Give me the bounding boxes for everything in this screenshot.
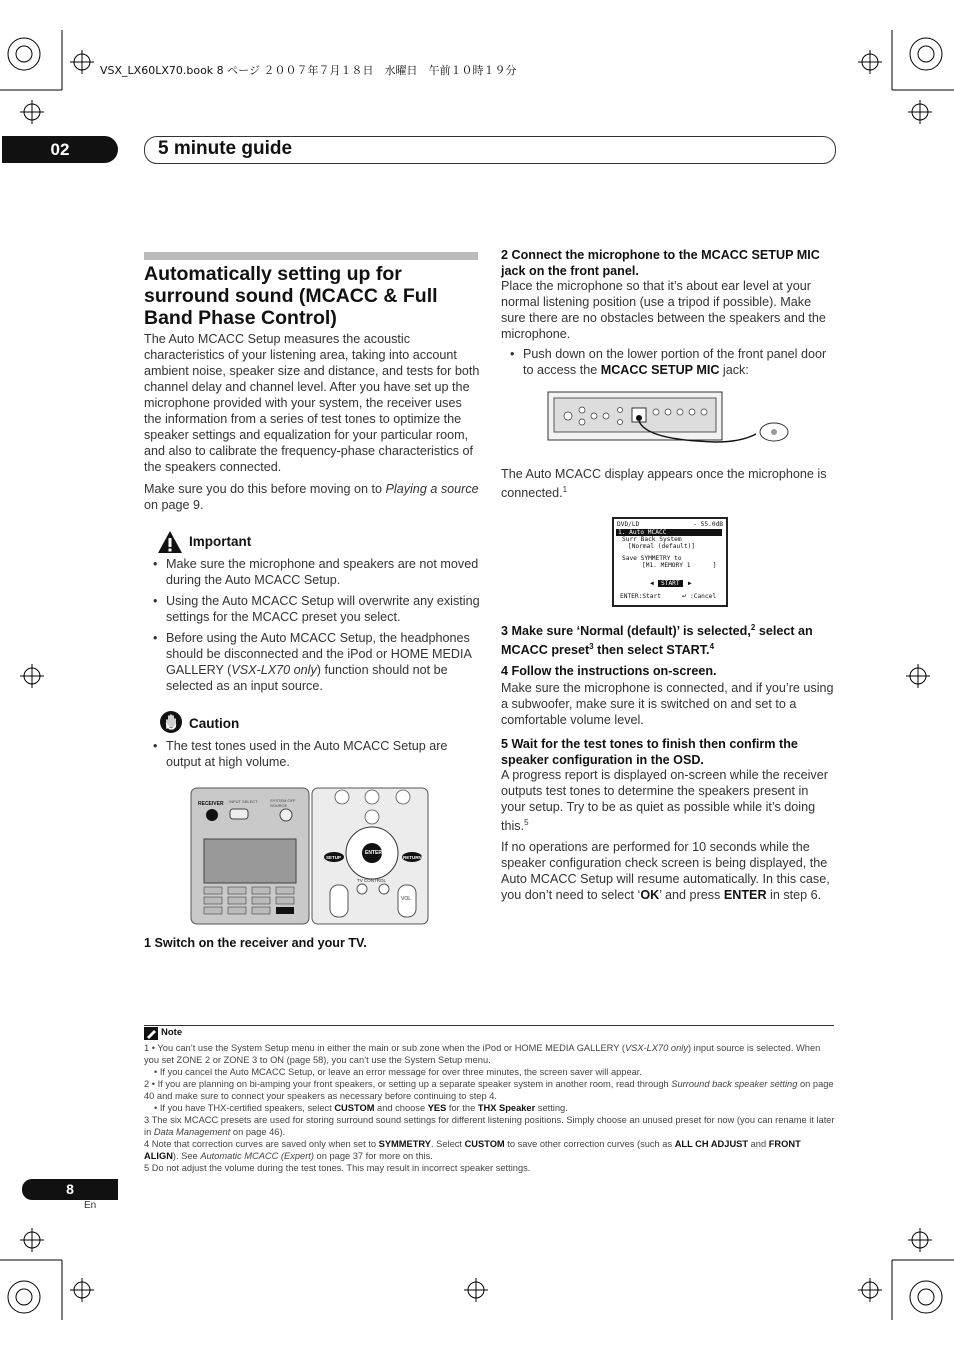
- step-5-body-text: A progress report is displayed on-screen while the receiver outputs test tones to determine the speakers present in your setup. Try to be as quiet as possible while it’s doing this.: [501, 768, 828, 834]
- note-heading: Note: [161, 1027, 183, 1038]
- footnote-4-c: to save other correction curves (such as: [504, 1139, 675, 1149]
- step-5-title: 5 Wait for the test tones to finish then confirm the speaker configuration in the OSD.: [501, 737, 798, 767]
- mcacc-setup-mic-label: MCACC SETUP MIC: [600, 363, 720, 377]
- osd-save-symmetry: Save SYMMETRY to: [622, 555, 682, 562]
- remote-input-select-label: INPUT SELECT: [229, 799, 258, 804]
- step-5-body2-a: If no operations are performed for 10 seconds while the speaker configuration check screen is being displayed, the Auto MCACC Setup will resume automatically. In this case, you don’t need to select ‘: [501, 840, 830, 902]
- footnote-ref-5: 5: [524, 818, 529, 827]
- important-item: • Make sure the microphone and speakers are not moved during the Auto MCACC Setup.: [144, 556, 480, 588]
- osd-start-button[interactable]: START: [658, 580, 683, 587]
- chapter-title: 5 minute guide: [158, 138, 293, 159]
- remote-vol-label: VOL: [401, 896, 412, 902]
- footnote-1: [144, 1042, 836, 1066]
- footnote-4-a: 4 Note that correction curves are saved only when set to: [144, 1139, 379, 1149]
- front-align-label: FRONT ALIGN: [144, 1139, 801, 1161]
- chapter-number: 02: [2, 136, 118, 163]
- caution-hand-icon: [159, 710, 183, 734]
- warning-icon: [157, 530, 183, 554]
- step-5-body-2: [501, 839, 835, 903]
- custom-label-2: CUSTOM: [464, 1139, 505, 1149]
- front-panel-illustration: [546, 390, 790, 446]
- display-note-text: The Auto MCACC display appears once the microphone is connected.: [501, 467, 827, 501]
- footnote-4-b: . Select: [430, 1139, 465, 1149]
- footnote-3-b: on page 46).: [230, 1127, 286, 1137]
- remote-return-label: RETURN: [403, 855, 422, 860]
- step-1: 1 Switch on the receiver and your TV.: [144, 936, 367, 950]
- footnote-2-2c: for the: [446, 1103, 478, 1113]
- yes-label: YES: [427, 1103, 447, 1113]
- osd-cancel: :Cancel: [690, 593, 717, 600]
- osd-screen: DVD/LD - 55.0dB 1. Auto MCACC Surr Back System [Normal (default)] Save SYMMETRY to [M1. MEMORY 1 ] ◀ START ▶ ENTER:Start ↩ :Cancel: [612, 517, 728, 607]
- important-item3-a: Before using the Auto MCACC Setup, the headphones should be disconnected and the iPod or HOME MEDIA GALLERY (: [166, 631, 472, 677]
- caution-item: • The test tones used in the Auto MCACC Setup are output at high volume.: [144, 738, 480, 770]
- step-2-bullet: [501, 346, 835, 378]
- important-item3-italic: VSX-LX70 only: [231, 663, 317, 677]
- all-ch-adjust-label: ALL CH ADJUST: [674, 1139, 749, 1149]
- footnote-2-2a: • If you have THX-certified speakers, select: [154, 1103, 335, 1113]
- step-3: [501, 620, 835, 658]
- remote-enter-label: ENTER: [365, 850, 382, 856]
- remote-source-label: SYSTEM OFF SOURCE: [270, 798, 296, 808]
- remote-tv-control-label: TV CONTROL: [357, 878, 387, 883]
- osd-level: - 55.0dB: [693, 521, 723, 528]
- remote-setup-label: SETUP: [326, 855, 342, 860]
- footnote-ref-1: 1: [562, 485, 568, 494]
- important-list: [144, 556, 480, 699]
- caution-list: [144, 738, 480, 775]
- footnote-1-a: 1 • You can’t use the System Setup menu in either the main or sub zone when the iPod or HOME MEDIA GALLERY (: [144, 1043, 625, 1053]
- footnote-2-2b: and choose: [374, 1103, 428, 1113]
- footnote-4-italic: Automatic MCACC (Expert): [200, 1151, 314, 1161]
- footnote-4-f: on page 37 for more on this.: [313, 1151, 433, 1161]
- important-item3-b: ) function should not be selected as an input source.: [166, 663, 448, 693]
- page-lang: En: [84, 1200, 97, 1211]
- osd-surr-back: Surr Back System: [622, 536, 682, 543]
- step-2-bullet-a: Push down on the lower portion of the front panel door to access the: [523, 347, 827, 377]
- ok-label: OK: [640, 888, 660, 902]
- important-item: • Using the Auto MCACC Setup will overwrite any existing settings for the MCACC preset you select.: [144, 593, 480, 625]
- section-title: Automatically setting up for surround sound (MCACC & Full Band Phase Control): [144, 263, 438, 329]
- note-rule: [144, 1025, 834, 1026]
- footnote-4-e: ). See: [172, 1151, 201, 1161]
- footnote-ref-4: 4: [709, 642, 715, 652]
- print-header: VSX_LX60LX70.book 8 ページ ２００７年７月１８日 水曜日 午前１０時１９分: [100, 64, 517, 77]
- footnote-2: [144, 1078, 836, 1102]
- thx-speaker-label: THX Speaker: [477, 1103, 536, 1113]
- return-icon: ↩: [682, 592, 687, 600]
- footnote-2-2: [144, 1102, 836, 1114]
- intro-text: The Auto MCACC Setup measures the acoustic characteristics of your listening area, taking into account ambient noise, speaker size and distance, and tests for both channel delay and channel level. After you have set up the microphone provided with your system, the receiver uses the information from a series of test tones to optimize the speaker settings and equalization for your particular room, and also to calibrate the frequency-phase characteristics of the speakers connected.: [144, 332, 480, 474]
- enter-label: ENTER: [723, 888, 767, 902]
- step-5-body2-b: ’ and press: [659, 888, 724, 902]
- step-2-body: Place the microphone so that it’s about ear level at your normal listening position (use a tripod if possible). Make sure there are no obstacles between the speakers and the microphone.: [501, 279, 826, 341]
- footnote-2-italic: Surround back speaker setting: [671, 1079, 798, 1089]
- display-note: [501, 466, 835, 501]
- remote-receiver-label: RECEIVER: [198, 801, 224, 807]
- osd-enter-start: ENTER:Start: [620, 593, 661, 600]
- osd-memory[interactable]: [M1. MEMORY 1 ]: [642, 562, 717, 569]
- symmetry-label: SYMMETRY: [378, 1139, 431, 1149]
- footnote-5: 5 Do not adjust the volume during the test tones. This may result in incorrect speaker settings.: [144, 1163, 531, 1173]
- footnote-2-a: 2 • If you are planning on bi-amping your front speakers, or setting up a separate speaker system in another room, read through: [144, 1079, 672, 1089]
- footnote-2-b: on page 40 and make sure to connect your speakers as necessary before continuing to step 4.: [144, 1079, 834, 1101]
- important-item: [144, 630, 480, 694]
- osd-title: 1. Auto MCACC: [616, 529, 722, 536]
- step-3-b: select an MCACC preset: [501, 624, 813, 658]
- remote-illustration: [190, 787, 430, 925]
- osd-source: DVD/LD: [617, 521, 640, 528]
- footnote-3-a: 3 The six MCACC presets are used for storing surround sound settings for different listening positions. Simply choose an unused preset for now (you can rename it later in: [144, 1115, 835, 1137]
- footnote-ref-3: 3: [589, 642, 594, 652]
- make-sure-text: [144, 481, 480, 513]
- step-2-title: 2 Connect the microphone to the MCACC SETUP MIC jack on the front panel.: [501, 248, 820, 278]
- note-icon: [144, 1027, 158, 1040]
- footnote-1-2: • If you cancel the Auto MCACC Setup, or leave an error message for over three minutes, the screen saver will appear.: [154, 1067, 642, 1077]
- important-heading: Important: [189, 534, 252, 549]
- step-2-list: [501, 346, 835, 383]
- playing-source-link[interactable]: Playing a source: [385, 482, 479, 496]
- step-4-title: 4 Follow the instructions on-screen.: [501, 664, 717, 678]
- custom-label: CUSTOM: [334, 1103, 375, 1113]
- make-sure-before: Make sure you do this before moving on to: [144, 482, 386, 496]
- footnote-1-italic: VSX-LX70 only: [624, 1043, 688, 1053]
- step-5-body: [501, 767, 835, 834]
- footnote-4-d: and: [748, 1139, 769, 1149]
- footnote-1-b: ) input source is selected. When you set ZONE 2 or ZONE 3 to ON (page 58), you can’t use the System Setup menu.: [144, 1043, 821, 1065]
- caution-heading: Caution: [189, 716, 240, 731]
- footnote-3-italic: Data Management: [153, 1127, 231, 1137]
- footnote-2-2d: setting.: [535, 1103, 568, 1113]
- make-sure-after: on page 9.: [144, 498, 204, 512]
- footnote-3: [144, 1114, 836, 1138]
- footnote-ref-2: 2: [750, 623, 756, 632]
- osd-normal-default[interactable]: [Normal (default)]: [628, 543, 696, 550]
- footnote-4: [144, 1138, 836, 1162]
- section-rule: [144, 252, 478, 260]
- step-3-c: then select START.: [593, 643, 710, 658]
- page-number: 8: [22, 1179, 118, 1200]
- step-2-bullet-c: jack:: [719, 363, 749, 377]
- footnotes: [144, 1042, 836, 1174]
- step-4-body: Make sure the microphone is connected, and if you’re using a subwoofer, make sure it is switched on and set to a comfortable volume level.: [501, 681, 834, 727]
- step-3-a: 3 Make sure ‘Normal (default)’ is selected,: [501, 624, 751, 639]
- step-5-body2-c: in step 6.: [766, 888, 822, 902]
